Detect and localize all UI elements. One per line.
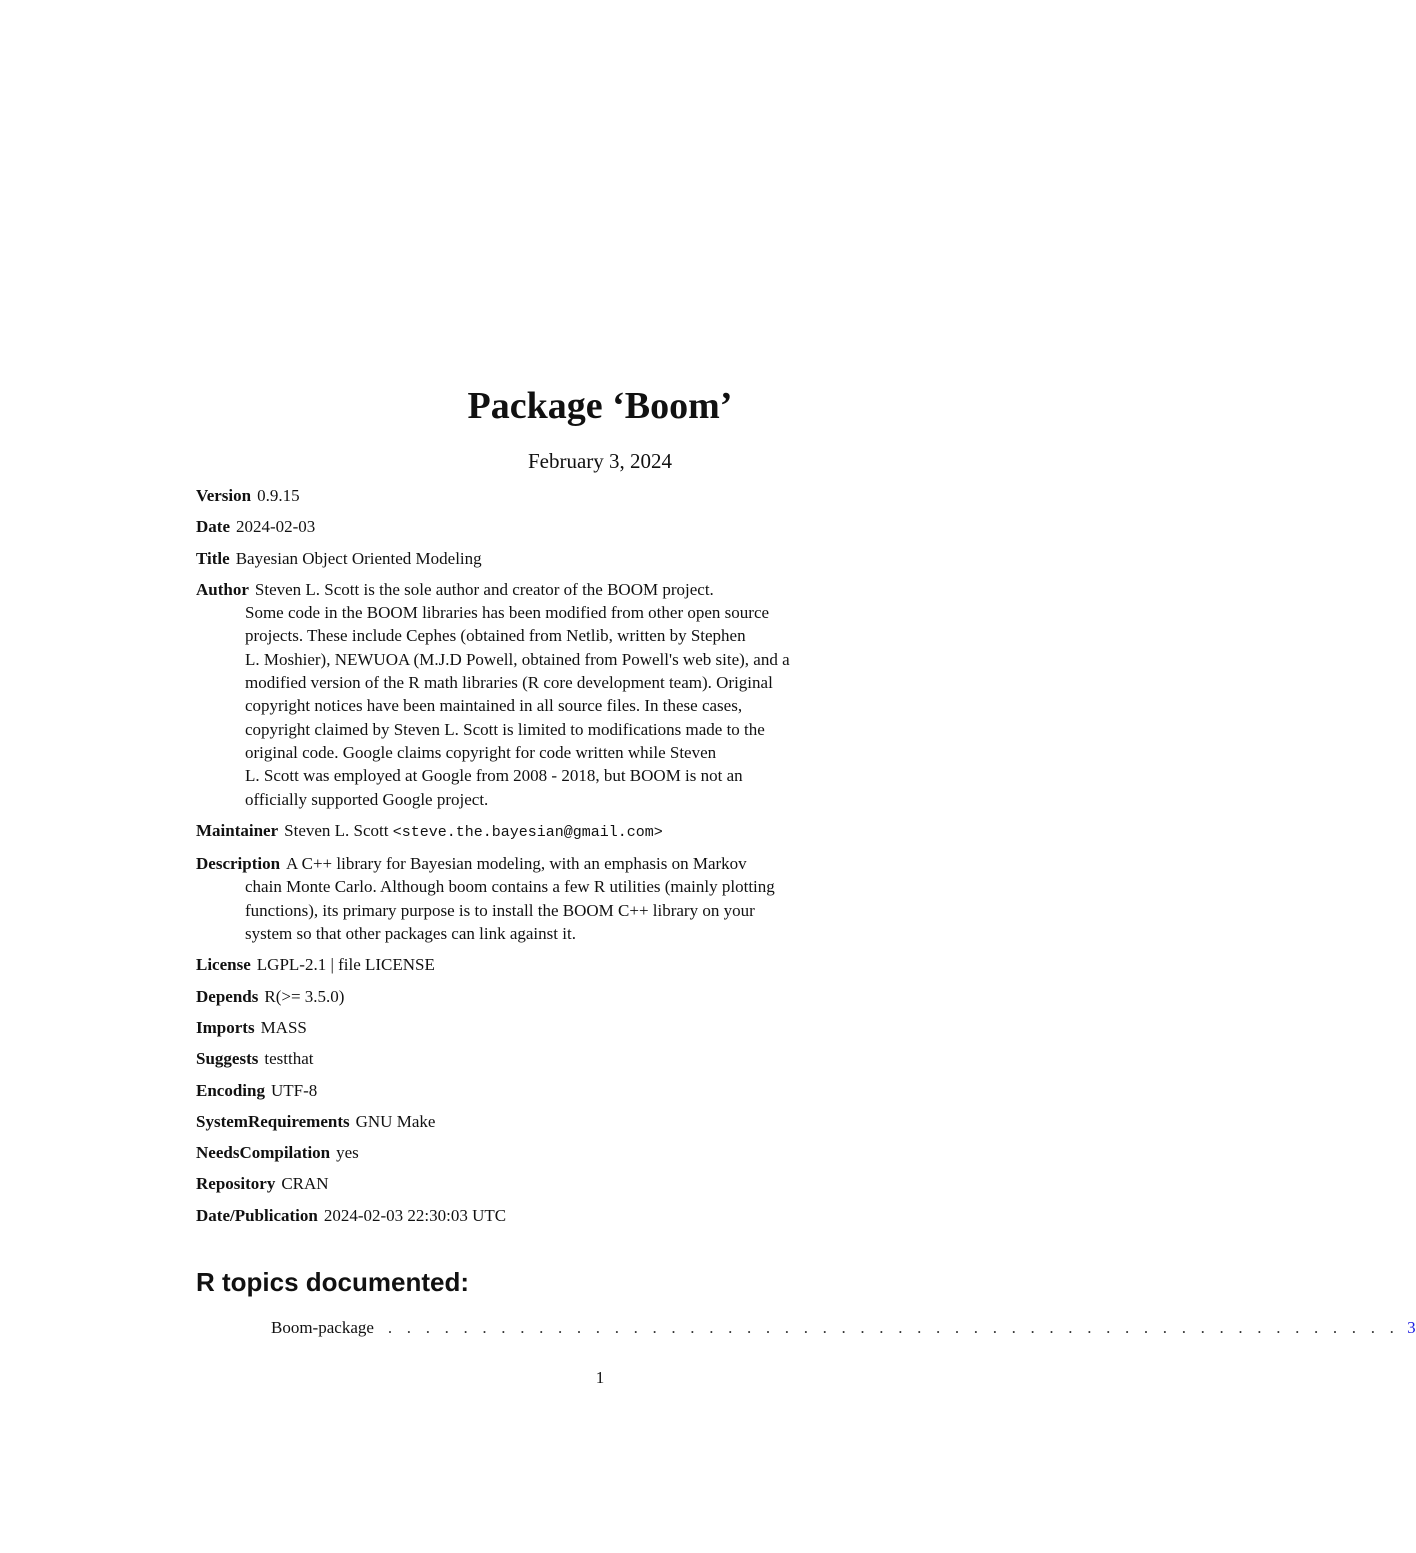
field-version	[196, 484, 896, 507]
field-value: CRAN	[281, 1174, 329, 1194]
field-value: R(>= 3.5.0)	[264, 986, 345, 1006]
field-key: Suggests	[196, 1049, 259, 1069]
field-repository	[196, 1172, 896, 1195]
field-value: 2024-02-03	[235, 517, 316, 537]
package-description-fields	[196, 484, 896, 1227]
field-value: testthat	[264, 1049, 314, 1069]
field-description	[196, 852, 896, 945]
field-key: SystemRequirements	[196, 1111, 350, 1131]
author-line: modified version of the R math libraries (R core development team). Original	[245, 673, 773, 693]
field-system-requirements	[196, 1110, 896, 1133]
field-key: Maintainer	[196, 820, 279, 840]
field-date	[196, 515, 896, 538]
field-encoding	[196, 1079, 896, 1102]
field-key: Description	[196, 854, 281, 874]
author-line: officially supported Google project.	[245, 789, 489, 809]
field-key: Depends	[196, 986, 259, 1006]
author-line: L. Scott was employed at Google from 2008 - 2018, but BOOM is not an	[245, 766, 743, 786]
description-line: chain Monte Carlo. Although boom contains a few R utilities (mainly plotting	[245, 877, 775, 897]
author-line: copyright notices have been maintained in all source files. In these cases,	[245, 696, 743, 716]
field-value: Bayesian Object Oriented Modeling	[235, 548, 482, 568]
description-line: A C++ library for Bayesian modeling, with an emphasis on Markov	[286, 854, 747, 874]
field-key: Author	[196, 579, 249, 599]
field-license	[196, 953, 896, 976]
toc-dot-leader: . . . . . . . . . . . . . . . . . . . . . . . . . . . . . . . . . . . . . . . . . . . . . . . . . . . . . .	[387, 1318, 1400, 1337]
author-line: Some code in the BOOM libraries has been modified from other open source	[245, 603, 770, 623]
field-author	[196, 578, 896, 811]
author-line: Steven L. Scott is the sole author and creator of the BOOM project.	[254, 579, 714, 599]
description-line: functions), its primary purpose is to install the BOOM C++ library on your	[245, 900, 755, 920]
author-line: original code. Google claims copyright for code written while Steven	[245, 742, 717, 762]
document-date: February 3, 2024	[527, 449, 673, 473]
author-line: projects. These include Cephes (obtained from Netlib, written by Stephen	[245, 626, 746, 646]
field-value: LGPL-2.1 | file LICENSE	[256, 955, 435, 975]
field-key: Title	[196, 548, 230, 568]
description-line: system so that other packages can link against it.	[245, 924, 576, 944]
author-line: copyright claimed by Steven L. Scott is limited to modifications made to the	[245, 719, 765, 739]
field-key: Date/Publication	[196, 1205, 318, 1225]
field-depends	[196, 985, 896, 1008]
field-key: Date	[196, 517, 230, 537]
field-maintainer	[196, 819, 896, 844]
page-number: 1	[595, 1368, 605, 1387]
field-key: Repository	[196, 1174, 276, 1194]
author-line: L. Moshier), NEWUOA (M.J.D Powell, obtained from Powell's web site), and a	[245, 649, 790, 669]
topics-heading: R topics documented:	[196, 1267, 470, 1297]
maintainer-email: <steve.the.bayesian@gmail.com>	[392, 823, 663, 841]
field-imports	[196, 1016, 896, 1039]
field-date-publication	[196, 1204, 896, 1227]
maintainer-name: Steven L. Scott	[284, 820, 389, 840]
field-value: 0.9.15	[257, 486, 300, 505]
field-key: Encoding	[196, 1080, 265, 1100]
field-value: UTF-8	[270, 1080, 318, 1100]
field-value: yes	[336, 1143, 359, 1163]
field-value: MASS	[260, 1017, 307, 1037]
field-key: License	[196, 955, 251, 975]
field-title	[196, 547, 896, 570]
field-needs-compilation	[196, 1141, 896, 1164]
document-title: Package ‘Boom’	[467, 385, 733, 427]
field-value: GNU Make	[355, 1111, 436, 1131]
field-key: Version	[196, 486, 252, 505]
toc-entry[interactable]	[271, 1316, 1416, 1340]
field-key: NeedsCompilation	[196, 1143, 331, 1163]
field-key: Imports	[196, 1017, 255, 1037]
toc-entry-name[interactable]: Boom-package	[271, 1318, 374, 1337]
toc-page-link[interactable]: 3	[1407, 1318, 1416, 1337]
field-value: 2024-02-03 22:30:03 UTC	[323, 1205, 507, 1225]
field-suggests	[196, 1047, 896, 1070]
